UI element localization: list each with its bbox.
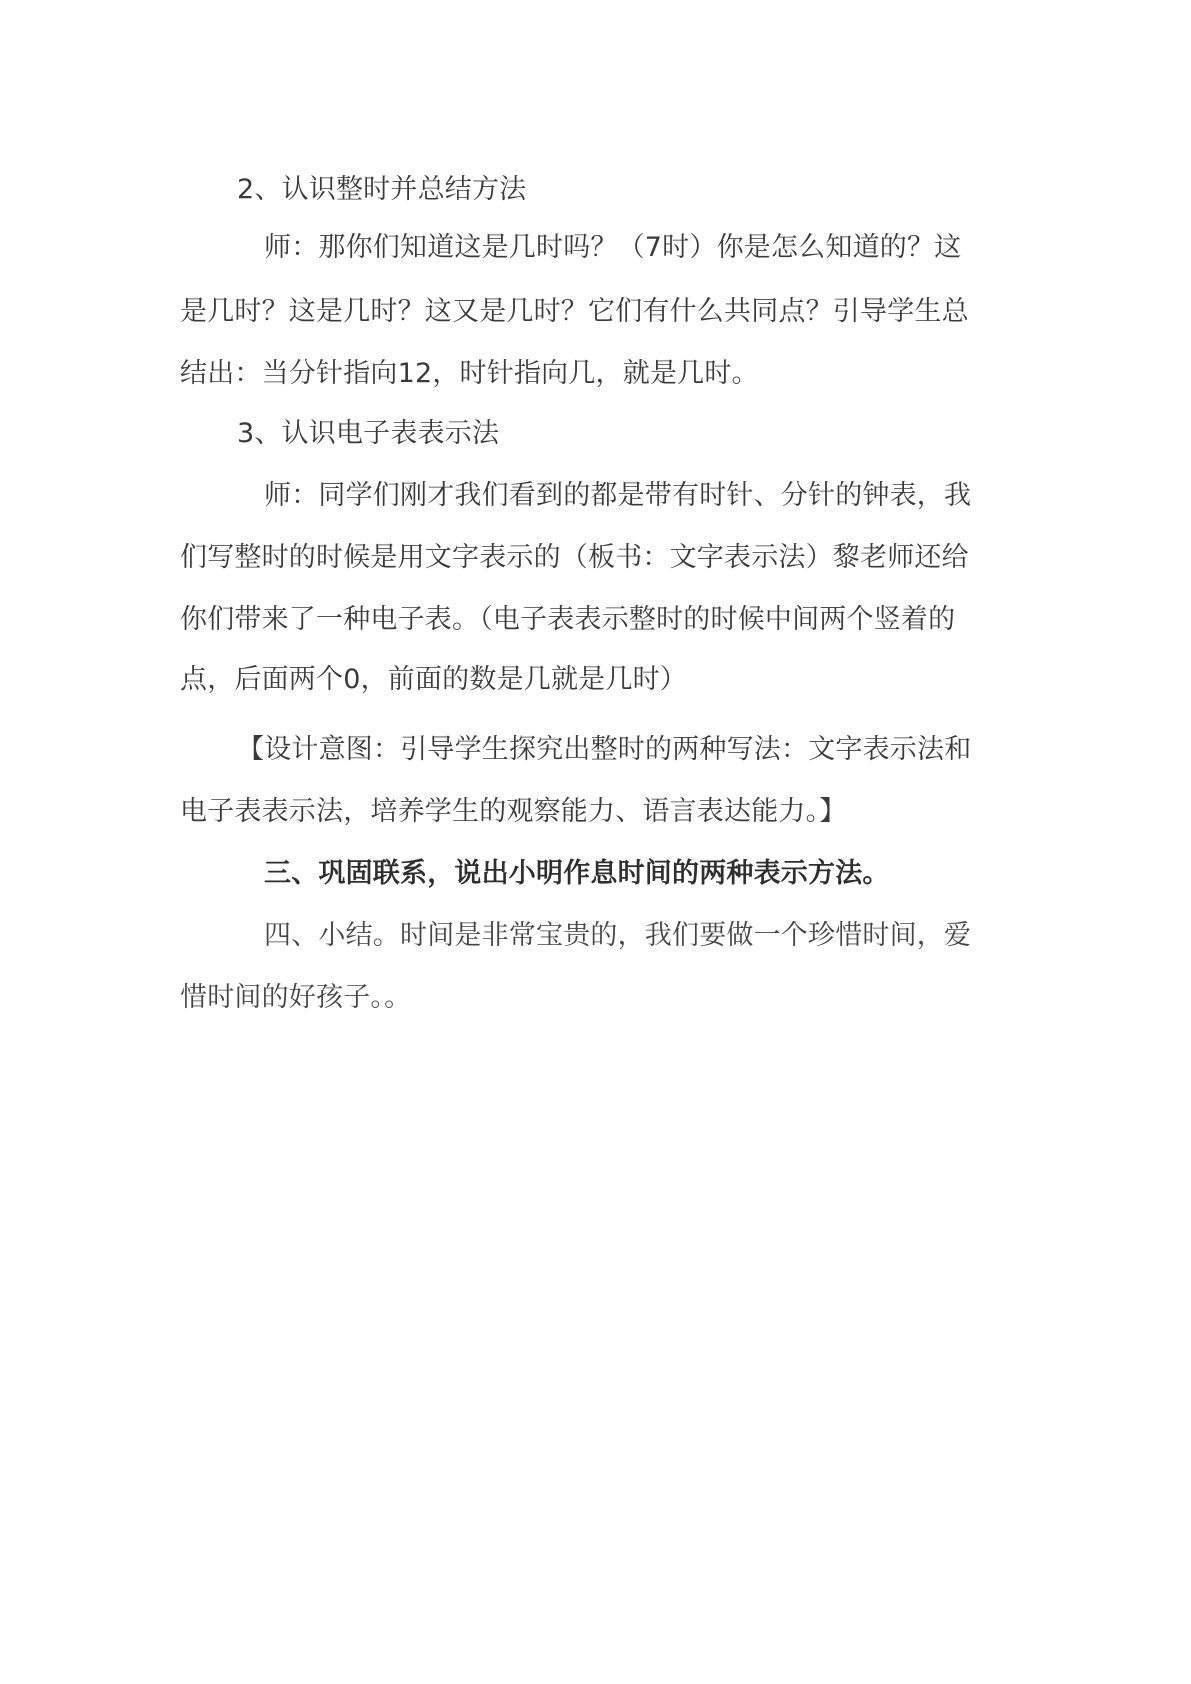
section-3-heading: 三、巩固联系，说出小明作息时间的两种表示方法。 [264, 858, 890, 889]
design-intent-line: 【设计意图：引导学生探究出整时的两种写法：文字表示法和 [237, 734, 972, 765]
heading-3-electronic-clock: 3、认识电子表表示法 [237, 418, 500, 449]
paragraph-line: 你们带来了一种电子表。（电子表表示整时的时候中间两个竖着的 [180, 604, 956, 635]
section-4-summary-line: 惜时间的好孩子。。 [180, 982, 412, 1013]
paragraph-line: 是几时？这是几时？这又是几时？它们有什么共同点？引导学生总 [180, 296, 969, 327]
paragraph-line: 师：同学们刚才我们看到的都是带有时针、分针的钟表，我 [264, 480, 972, 511]
section-4-summary-line: 四、小结。时间是非常宝贵的，我们要做一个珍惜时间，爱 [264, 920, 972, 951]
paragraph-line: 点，后面两个0，前面的数是几就是几时） [180, 664, 687, 695]
paragraph-line: 们写整时的时候是用文字表示的（板书：文字表示法）黎老师还给 [180, 542, 969, 573]
paragraph-line: 结出：当分针指向12，时针指向几，就是几时。 [180, 358, 759, 389]
heading-2-understand-whole-hours: 2、认识整时并总结方法 [237, 174, 527, 205]
design-intent-line: 电子表表示法，培养学生的观察能力、语言表达能力。】 [180, 796, 847, 827]
paragraph-line: 师：那你们知道这是几时吗？（7时）你是怎么知道的？这 [264, 232, 962, 263]
